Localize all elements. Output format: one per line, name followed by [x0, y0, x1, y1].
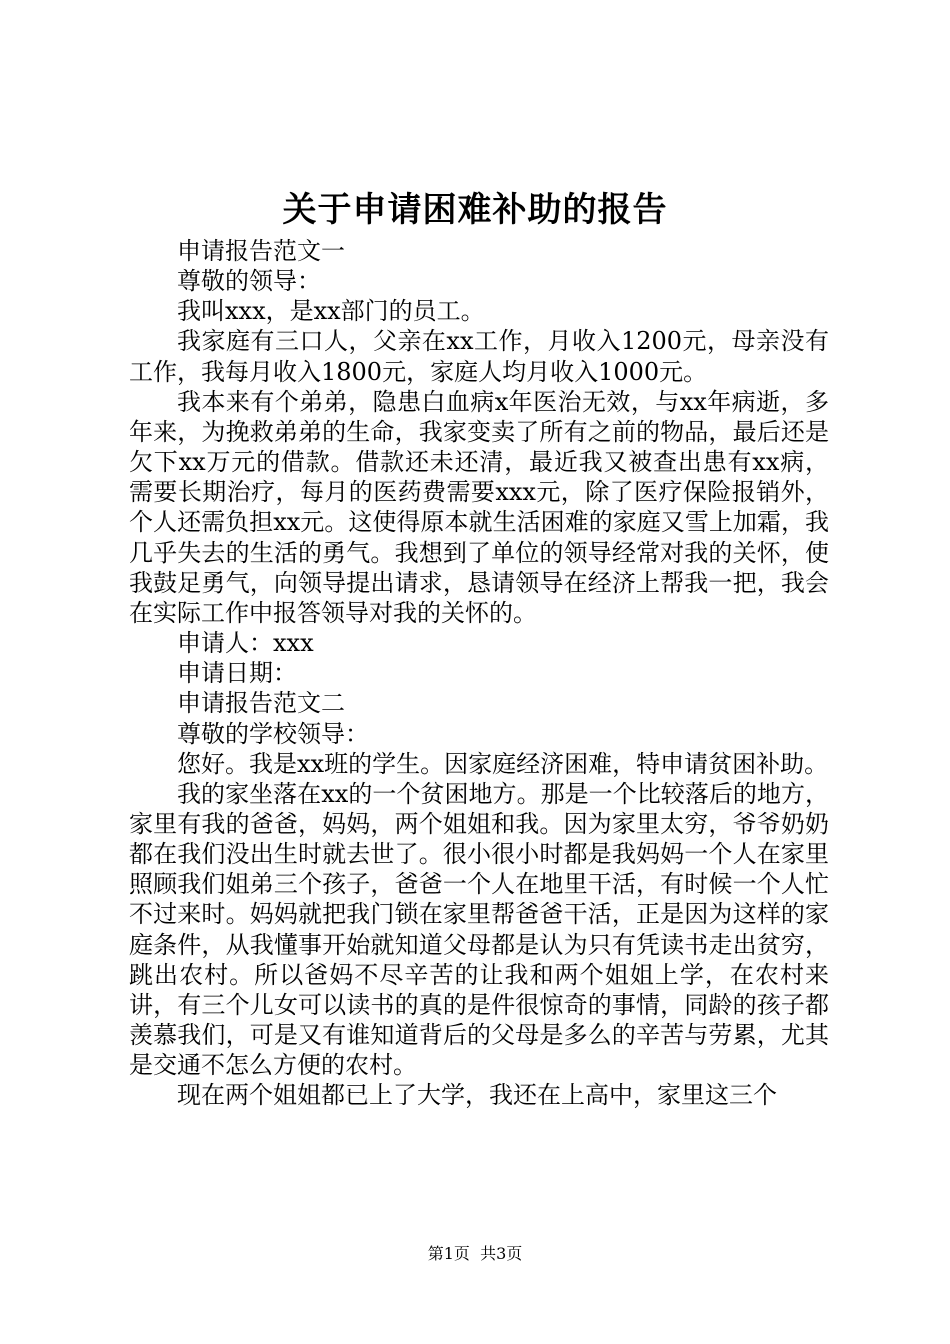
document-body [129, 236, 829, 1111]
paragraph: 申请日期： [177, 659, 297, 688]
paragraph: 申请报告范文二 [177, 689, 345, 718]
paragraph: 我家庭有三口人，父亲在xx工作，月收入1200元，母亲没有工作，我每月收入1800元，家庭人均月收入1000元。 [129, 327, 829, 386]
paragraph: 尊敬的学校领导： [177, 719, 369, 748]
paragraph: 申请人：xxx [177, 629, 314, 658]
paragraph: 我的家坐落在xx的一个贫困地方。那是一个比较落后的地方，家里有我的爸爸，妈妈，两个姐姐和我。因为家里太穷，爷爷奶奶都在我们没出生时就去世了。很小很小时都是我妈妈一个人在家里照顾我们姐弟三个孩子，爸爸一个人在地里干活，有时候一个人忙不过来时。妈妈就把我门锁在家里帮爸爸干活，正是因为这样的家庭条件，从我懂事开始就知道父母都是认为只有凭读书走出贫穷，跳出农村。所以爸妈不尽辛苦的让我和两个姐姐上学，在农村来讲，有三个儿女可以读书的真的是件很惊奇的事情，同龄的孩子都羡慕我们，可是又有谁知道背后的父母是多么的辛苦与劳累，尤其是交通不怎么方便的农村。 [129, 779, 829, 1080]
paragraph: 现在两个姐姐都已上了大学，我还在上高中，家里这三个 [177, 1081, 777, 1110]
document-title: 关于申请困难补助的报告 [282, 190, 668, 230]
page-total: 共3页 [480, 1244, 523, 1263]
paragraph: 您好。我是xx班的学生。因家庭经济困难，特申请贫困补助。 [177, 749, 829, 778]
paragraph: 我叫xxx，是xx部门的员工。 [177, 297, 485, 326]
paragraph: 尊敬的领导： [177, 267, 321, 296]
page-footer [0, 1242, 950, 1266]
page-number: 第1页 [427, 1244, 470, 1263]
paragraph: 申请报告范文一 [177, 237, 345, 265]
paragraph: 我本来有个弟弟，隐患白血病x年医治无效，与xx年病逝，多年来，为挽救弟弟的生命，我家变卖了所有之前的物品，最后还是欠下xx万元的借款。借款还未还清，最近我又被查出患有xx病，需要长期治疗，每月的医药费需要xxx元，除了医疗保险报销外，个人还需负担xx元。这使得原本就生活困难的家庭又雪上加霜，我几乎失去的生活的勇气。我想到了单位的领导经常对我的关怀，使我鼓足勇气，向领导提出请求，恳请领导在经济上帮我一把，我会在实际工作中报答领导对我的关怀的。 [129, 387, 829, 627]
